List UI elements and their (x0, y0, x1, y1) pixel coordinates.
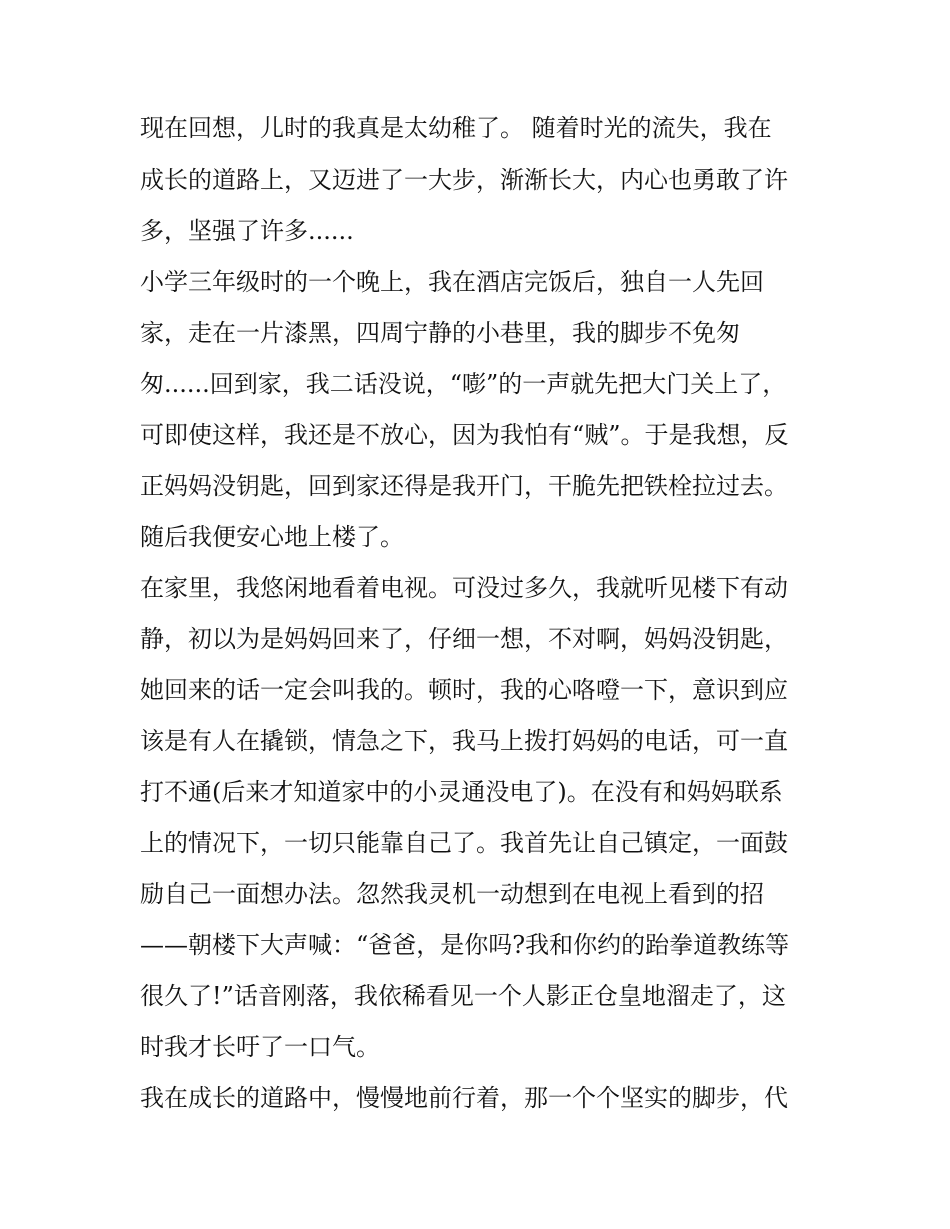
text-line: 多，坚强了许多...... (140, 217, 354, 245)
text-line: 打不通(后来才知道家中的小灵通没电了)。在没有和妈妈联系 (140, 778, 783, 806)
text-line: 我在成长的道路中，慢慢地前行着，那一个个坚实的脚步，代 (140, 1084, 788, 1112)
text-line: 家，走在一片漆黑，四周宁静的小巷里，我的脚步不免匆 (140, 319, 740, 347)
text-line: 很久了!”话音刚落，我依稀看见一个人影正仓皇地溜走了，这 (140, 982, 786, 1010)
text-line: 上的情况下，一切只能靠自己了。我首先让自己镇定，一面鼓 (140, 829, 788, 857)
text-line: 该是有人在撬锁，情急之下，我马上拨打妈妈的电话，可一直 (140, 727, 788, 755)
text-line: 她回来的话一定会叫我的。顿时，我的心咯噔一下，意识到应 (140, 676, 788, 704)
text-line: 在家里，我悠闲地看着电视。可没过多久，我就听见楼下有动 (140, 574, 788, 602)
text-line: 可即使这样，我还是不放心，因为我怕有“贼”。于是我想，反 (140, 421, 789, 449)
text-line: 正妈妈没钥匙，回到家还得是我开门，干脆先把铁栓拉过去。 (140, 472, 788, 500)
text-line: 励自己一面想办法。忽然我灵机一动想到在电视上看到的招 (140, 880, 764, 908)
text-line: ——朝楼下大声喊：“爸爸，是你吗?我和你约的跆拳道教练等 (140, 931, 790, 959)
text-line: 成长的道路上，又迈进了一大步，渐渐长大，内心也勇敢了许 (140, 166, 788, 194)
text-line: 时我才长吁了一口气。 (140, 1033, 380, 1061)
text-line: 现在回想，儿时的我真是太幼稚了。 随着时光的流失，我在 (140, 114, 772, 142)
text-line: 随后我便安心地上楼了。 (140, 523, 404, 551)
text-line: 静，初以为是妈妈回来了，仔细一想，不对啊，妈妈没钥匙， (140, 625, 788, 653)
text-line: 匆......回到家，我二话没说，“嘭”的一声就先把大门关上了， (140, 370, 787, 398)
text-line: 小学三年级时的一个晚上，我在酒店完饭后，独自一人先回 (140, 268, 764, 296)
